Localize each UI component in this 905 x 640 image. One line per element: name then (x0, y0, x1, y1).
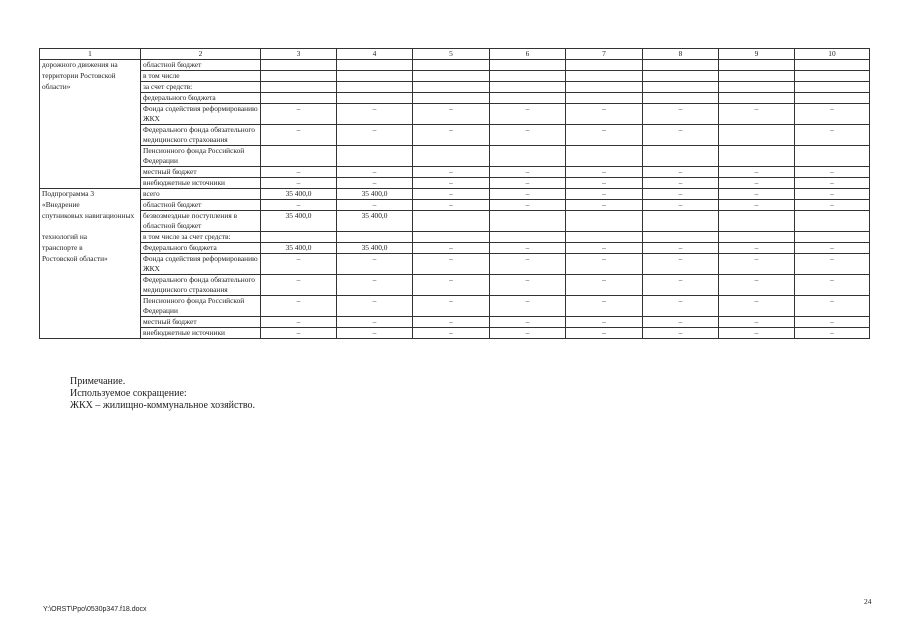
value-cell: – (795, 178, 870, 189)
table-row (40, 60, 870, 71)
value-cell (337, 146, 413, 167)
value-cell: – (261, 178, 337, 189)
value-cell: – (490, 200, 566, 211)
value-cell (795, 82, 870, 93)
value-cell: – (261, 200, 337, 211)
value-cell: – (566, 189, 643, 200)
value-cell: – (643, 125, 719, 146)
value-cell (719, 93, 795, 104)
column-header: 6 (490, 49, 566, 60)
source-cell: Пенсионного фонда Российской Федерации (141, 296, 261, 317)
value-cell: – (337, 178, 413, 189)
value-cell (490, 211, 566, 232)
value-cell: – (719, 104, 795, 125)
value-cell (643, 93, 719, 104)
value-cell: – (261, 317, 337, 328)
note-abbrev-heading: Используемое сокращение: (70, 388, 187, 399)
value-cell (643, 232, 719, 243)
value-cell: – (566, 328, 643, 339)
table-row (40, 200, 870, 211)
value-cell: – (643, 254, 719, 275)
value-cell (566, 93, 643, 104)
source-cell: за счет средств: (141, 82, 261, 93)
source-cell: внебюджетные источники (141, 328, 261, 339)
value-cell (795, 146, 870, 167)
source-cell: местный бюджет (141, 167, 261, 178)
table-row (40, 317, 870, 328)
source-cell: Фонда содействия реформированию ЖКХ (141, 254, 261, 275)
value-cell: – (490, 178, 566, 189)
budget-table (39, 48, 870, 339)
value-cell: – (490, 254, 566, 275)
table-body (40, 60, 870, 339)
value-cell: – (413, 328, 490, 339)
value-cell (566, 211, 643, 232)
table-row (40, 232, 870, 243)
source-cell: федерального бюджета (141, 93, 261, 104)
value-cell: 35 400,0 (261, 189, 337, 200)
value-cell: – (261, 275, 337, 296)
value-cell: – (643, 328, 719, 339)
value-cell (643, 60, 719, 71)
value-cell: – (337, 104, 413, 125)
value-cell (337, 82, 413, 93)
program-cell (40, 146, 141, 167)
value-cell: – (413, 125, 490, 146)
note-abbrev-definition: ЖКХ – жилищно-коммунальное хозяйство. (70, 400, 255, 411)
value-cell: – (719, 296, 795, 317)
value-cell: – (413, 104, 490, 125)
value-cell (795, 71, 870, 82)
value-cell: – (413, 167, 490, 178)
value-cell: – (795, 275, 870, 296)
table-row (40, 104, 870, 125)
table-row (40, 243, 870, 254)
value-cell (337, 60, 413, 71)
value-cell (490, 93, 566, 104)
table-row (40, 275, 870, 296)
table-row (40, 211, 870, 232)
value-cell (413, 211, 490, 232)
value-cell: – (337, 200, 413, 211)
value-cell: – (261, 254, 337, 275)
value-cell: – (795, 243, 870, 254)
value-cell (566, 60, 643, 71)
value-cell (261, 71, 337, 82)
value-cell: – (490, 189, 566, 200)
value-cell (490, 60, 566, 71)
value-cell: 35 400,0 (261, 243, 337, 254)
value-cell: – (719, 189, 795, 200)
table-row (40, 189, 870, 200)
value-cell: – (795, 328, 870, 339)
note-title: Примечание. (70, 376, 126, 387)
value-cell (719, 71, 795, 82)
value-cell: 35 400,0 (261, 211, 337, 232)
value-cell: – (643, 200, 719, 211)
program-cell (40, 167, 141, 178)
value-cell (413, 232, 490, 243)
table-row (40, 93, 870, 104)
value-cell (261, 82, 337, 93)
table-row (40, 296, 870, 317)
value-cell (719, 82, 795, 93)
value-cell: – (566, 200, 643, 211)
value-cell: – (261, 328, 337, 339)
value-cell: – (261, 104, 337, 125)
value-cell: – (490, 125, 566, 146)
value-cell: – (413, 296, 490, 317)
value-cell: – (643, 189, 719, 200)
program-cell: территории Ростовской (40, 71, 141, 82)
column-header: 10 (795, 49, 870, 60)
value-cell: – (566, 243, 643, 254)
value-cell: – (337, 125, 413, 146)
table-header (40, 49, 870, 60)
column-header: 5 (413, 49, 490, 60)
value-cell: – (795, 189, 870, 200)
value-cell (643, 211, 719, 232)
value-cell: – (337, 167, 413, 178)
value-cell: – (719, 328, 795, 339)
value-cell: – (413, 189, 490, 200)
value-cell (719, 211, 795, 232)
value-cell (795, 60, 870, 71)
value-cell (413, 82, 490, 93)
page-number: 24 (864, 597, 872, 606)
value-cell: – (719, 200, 795, 211)
source-cell: областной бюджет (141, 200, 261, 211)
table-row (40, 167, 870, 178)
value-cell (337, 71, 413, 82)
value-cell: – (795, 296, 870, 317)
value-cell (719, 146, 795, 167)
value-cell: – (413, 200, 490, 211)
source-cell: областной бюджет (141, 60, 261, 71)
value-cell: – (337, 254, 413, 275)
value-cell: 35 400,0 (337, 243, 413, 254)
value-cell (719, 60, 795, 71)
value-cell (643, 71, 719, 82)
value-cell (490, 71, 566, 82)
value-cell (413, 71, 490, 82)
value-cell: – (795, 125, 870, 146)
value-cell (490, 232, 566, 243)
program-cell (40, 296, 141, 317)
source-cell: в том числе (141, 71, 261, 82)
program-cell: дорожного движения на (40, 60, 141, 71)
value-cell (261, 232, 337, 243)
column-header: 9 (719, 49, 795, 60)
value-cell: – (261, 167, 337, 178)
value-cell (643, 146, 719, 167)
value-cell (337, 93, 413, 104)
value-cell: – (566, 178, 643, 189)
value-cell: – (643, 296, 719, 317)
value-cell: – (643, 275, 719, 296)
source-cell: Пенсионного фонда Российской Федерации (141, 146, 261, 167)
table-row (40, 178, 870, 189)
value-cell: – (566, 125, 643, 146)
value-cell: – (490, 104, 566, 125)
value-cell: – (795, 317, 870, 328)
value-cell: 35 400,0 (337, 189, 413, 200)
value-cell: – (643, 167, 719, 178)
value-cell (413, 146, 490, 167)
source-cell: всего (141, 189, 261, 200)
source-cell: безвозмездные поступления в областной бюджет (141, 211, 261, 232)
column-header: 4 (337, 49, 413, 60)
value-cell (566, 146, 643, 167)
value-cell: – (413, 275, 490, 296)
program-cell (40, 178, 141, 189)
value-cell: – (719, 317, 795, 328)
program-cell (40, 125, 141, 146)
value-cell: – (413, 178, 490, 189)
value-cell: – (566, 275, 643, 296)
source-cell: Фонда содействия реформированию ЖКХ (141, 104, 261, 125)
value-cell (490, 146, 566, 167)
source-cell: Федерального бюджета (141, 243, 261, 254)
source-cell: Федерального фонда обязательного медицинского страхования (141, 125, 261, 146)
value-cell: – (795, 254, 870, 275)
source-cell: местный бюджет (141, 317, 261, 328)
value-cell (795, 211, 870, 232)
value-cell: – (566, 317, 643, 328)
program-cell (40, 104, 141, 125)
source-cell: в том числе за счет средств: (141, 232, 261, 243)
value-cell: – (566, 104, 643, 125)
program-cell (40, 275, 141, 296)
value-cell: – (413, 254, 490, 275)
program-cell: технологий на (40, 232, 141, 243)
value-cell: – (337, 317, 413, 328)
value-cell (795, 232, 870, 243)
program-cell: области» (40, 82, 141, 93)
value-cell (261, 146, 337, 167)
value-cell (566, 232, 643, 243)
notes-block (70, 376, 255, 412)
value-cell (261, 60, 337, 71)
program-cell: «Внедрение (40, 200, 141, 211)
value-cell (643, 82, 719, 93)
value-cell: – (261, 296, 337, 317)
value-cell (566, 82, 643, 93)
value-cell: – (337, 328, 413, 339)
value-cell: – (337, 296, 413, 317)
value-cell (490, 82, 566, 93)
program-cell: спутниковых навигационных (40, 211, 141, 232)
value-cell: – (566, 167, 643, 178)
value-cell: – (643, 243, 719, 254)
value-cell: – (719, 254, 795, 275)
value-cell: – (490, 243, 566, 254)
value-cell: – (337, 275, 413, 296)
program-cell: Ростовской области» (40, 254, 141, 275)
program-cell: Подпрограмма 3 (40, 189, 141, 200)
value-cell: – (413, 317, 490, 328)
value-cell: – (795, 167, 870, 178)
program-cell (40, 93, 141, 104)
value-cell: – (566, 254, 643, 275)
column-header: 3 (261, 49, 337, 60)
value-cell: – (719, 275, 795, 296)
value-cell (413, 93, 490, 104)
value-cell (337, 232, 413, 243)
value-cell (795, 93, 870, 104)
table-row (40, 254, 870, 275)
value-cell (261, 93, 337, 104)
file-path: Y:\ORST\Ppo\0530p347.f18.docx (43, 606, 147, 613)
value-cell: – (490, 317, 566, 328)
value-cell: – (719, 178, 795, 189)
value-cell: – (643, 317, 719, 328)
table-row (40, 146, 870, 167)
value-cell: – (795, 104, 870, 125)
table-row (40, 125, 870, 146)
value-cell: 35 400,0 (337, 211, 413, 232)
value-cell: – (795, 200, 870, 211)
value-cell: – (643, 104, 719, 125)
program-cell (40, 317, 141, 328)
table-row (40, 82, 870, 93)
value-cell (413, 60, 490, 71)
value-cell (719, 232, 795, 243)
value-cell: – (643, 178, 719, 189)
value-cell: – (566, 296, 643, 317)
program-cell (40, 328, 141, 339)
value-cell: – (490, 167, 566, 178)
value-cell: – (719, 167, 795, 178)
value-cell: – (719, 243, 795, 254)
value-cell: – (413, 243, 490, 254)
value-cell (566, 71, 643, 82)
source-cell: внебюджетные источники (141, 178, 261, 189)
value-cell: – (490, 275, 566, 296)
column-header: 8 (643, 49, 719, 60)
value-cell: – (490, 296, 566, 317)
value-cell: – (261, 125, 337, 146)
table-row (40, 71, 870, 82)
value-cell: – (490, 328, 566, 339)
column-header: 7 (566, 49, 643, 60)
column-header: 1 (40, 49, 141, 60)
program-cell: транспорте в (40, 243, 141, 254)
source-cell: Федерального фонда обязательного медицинского страхования (141, 275, 261, 296)
value-cell (719, 125, 795, 146)
table-row (40, 328, 870, 339)
column-header: 2 (141, 49, 261, 60)
